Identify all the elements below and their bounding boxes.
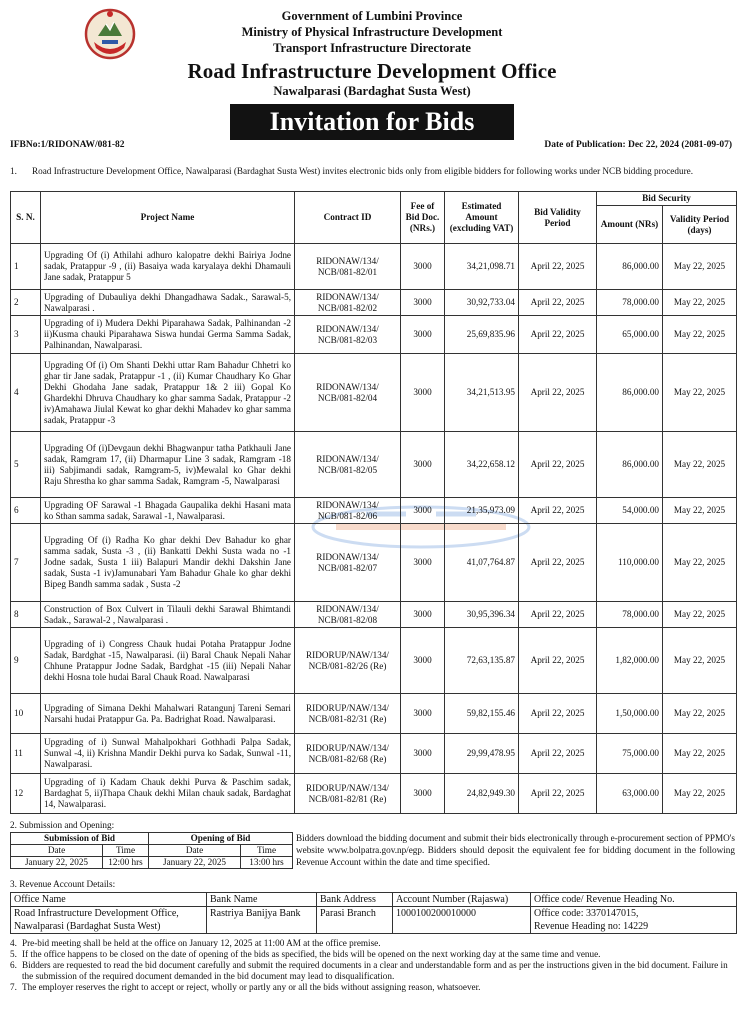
- row-validity: April 22, 2025: [519, 774, 597, 814]
- row-validity: April 22, 2025: [519, 694, 597, 734]
- row-validity: April 22, 2025: [519, 432, 597, 498]
- note-number: 6.: [10, 960, 17, 970]
- office-code-line: Office code: 3370147015,: [534, 908, 639, 919]
- row-validity: April 22, 2025: [519, 244, 597, 290]
- row-amount: 110,000.00: [597, 524, 663, 602]
- row-project: Upgrading OF Sarawal -1 Bhagada Gaupalika dekhi Hasani mata ko Sthan samma sadak, Sarawal -1, Nawalparasi.: [41, 498, 295, 524]
- row-estimate: 59,82,155.46: [445, 694, 519, 734]
- header-amount: Amount (NRs): [597, 206, 663, 244]
- row-sec-validity: May 22, 2025: [663, 432, 737, 498]
- intro-paragraph: [10, 166, 736, 177]
- header-sec-validity: Validity Period (days): [663, 206, 737, 244]
- row-contract: RIDONAW/134/ NCB/081-82/01: [295, 244, 401, 290]
- invitation-banner: Invitation for Bids: [230, 104, 514, 140]
- sub-date-label: Date: [11, 845, 103, 857]
- row-validity: April 22, 2025: [519, 602, 597, 628]
- row-project: Upgrading of i) Sunwal Mahalpokhari Gothhadi Palpa Sadak, Sunwal -4, ii) Krishna Mandir Dekhi purva ko Sadak, Sunwal -11, Nawalparasi.: [41, 734, 295, 774]
- row-fee: 3000: [401, 244, 445, 290]
- revenue-table: [10, 892, 737, 934]
- row-sec-validity: May 22, 2025: [663, 694, 737, 734]
- note-number: 5.: [10, 949, 17, 959]
- list-item: [10, 938, 736, 949]
- row-fee: 3000: [401, 498, 445, 524]
- row-contract: RIDONAW/134/ NCB/081-82/02: [295, 290, 401, 316]
- sub-time-label: Time: [103, 845, 149, 857]
- row-sec-validity: May 22, 2025: [663, 628, 737, 694]
- office-location: Nawalparasi (Bardaghat Susta West): [273, 84, 471, 98]
- rev-bank-address: Parasi Branch: [317, 907, 393, 934]
- row-validity: April 22, 2025: [519, 734, 597, 774]
- row-fee: 3000: [401, 734, 445, 774]
- rev-header-account: Account Number (Rajaswa): [393, 893, 531, 907]
- row-fee: 3000: [401, 774, 445, 814]
- row-fee: 3000: [401, 602, 445, 628]
- publication-date: Date of Publication: Dec 22, 2024 (2081-09-07): [544, 140, 732, 150]
- open-time-label: Time: [241, 845, 293, 857]
- row-sec-validity: May 22, 2025: [663, 734, 737, 774]
- header-contract: Contract ID: [295, 192, 401, 244]
- row-project: Upgrading Of (i) Om Shanti Dekhi uttar Ram Bahadur Chhetri ko ghar tir Jane sadak, Pratappur -1 , (ii) Kumar Chaudhary Ko Ghar Dekhi Ghodaha Jane sadak, Pratappur 1& 2 iii) Gopal Ko Ghardekhi Dhruva Chaudhary ko ghar samma Sadak, Pratappur -2 iv)Amahawa Jiulal Kewat ko ghar dekhi Mahadev ko ghar samma sadak, Pratappur -3: [41, 354, 295, 432]
- row-amount: 86,000.00: [597, 244, 663, 290]
- government-line: Government of Lumbini Province: [281, 9, 463, 23]
- row-fee: 3000: [401, 316, 445, 354]
- row-contract: RIDORUP/NAW/134/ NCB/081-82/68 (Re): [295, 734, 401, 774]
- row-amount: 65,000.00: [597, 316, 663, 354]
- row-sn: 12: [11, 774, 41, 814]
- table-row: [11, 432, 737, 498]
- row-sn: 8: [11, 602, 41, 628]
- note-text: The employer reserves the right to accept or reject, wholly or partly any or all the bids without assigning reason, whatsoever.: [22, 982, 481, 992]
- row-fee: 3000: [401, 628, 445, 694]
- row-fee: 3000: [401, 290, 445, 316]
- sub-time-value: 12:00 hrs: [103, 857, 149, 869]
- row-sec-validity: May 22, 2025: [663, 316, 737, 354]
- row-contract: RIDORUP/NAW/134/ NCB/081-82/31 (Re): [295, 694, 401, 734]
- row-sn: 2: [11, 290, 41, 316]
- sub-date-value: January 22, 2025: [11, 857, 103, 869]
- row-contract: RIDONAW/134/ NCB/081-82/05: [295, 432, 401, 498]
- revenue-heading-line: Revenue Heading no: 14229: [534, 921, 649, 932]
- row-estimate: 30,95,396.34: [445, 602, 519, 628]
- header-fee: Fee of Bid Doc. (NRs.): [401, 192, 445, 244]
- row-project: Upgrading of i) Congress Chauk hudai Potaha Pratappur Jodne Sadak, Bardghat -15, Nawalparasi. (ii) Baral Chauk Nepali Nahar Chhune Pratappur Jodne Sadak, Bardghat -15 (iii) Nepali Nahar dekhi Hosna tole hudai Baral Chauk Road. Nawalparasi: [41, 628, 295, 694]
- row-amount: 86,000.00: [597, 432, 663, 498]
- row-estimate: 25,69,835.96: [445, 316, 519, 354]
- row-validity: April 22, 2025: [519, 316, 597, 354]
- rev-header-address: Bank Address: [317, 893, 393, 907]
- row-sn: 1: [11, 244, 41, 290]
- header-estimate: Estimated Amount (excluding VAT): [445, 192, 519, 244]
- open-time-value: 13:00 hrs: [241, 857, 293, 869]
- intro-number: 1.: [10, 166, 17, 176]
- row-estimate: 34,21,098.71: [445, 244, 519, 290]
- table-row: [11, 694, 737, 734]
- intro-text: Road Infrastructure Development Office, Nawalparasi (Bardaghat Susta West) invites electronic bids only from eligible bidders for following works under NCB bidding procedure.: [32, 166, 694, 176]
- table-row: [11, 734, 737, 774]
- row-amount: 78,000.00: [597, 602, 663, 628]
- row-sn: 6: [11, 498, 41, 524]
- row-project: Upgrading of i) Mudera Dekhi Piparahawa Sadak, Palhinandan -2 ii)Kusma chauki Piparahawa Siswa hundai Germa Samma Sadak, Palhinandan, Nawalparasi.: [41, 316, 295, 354]
- row-sn: 5: [11, 432, 41, 498]
- header-sn: S. N.: [11, 192, 41, 244]
- row-project: Upgrading Of (i) Athilahi adhuro kalopatre dekhi Bairiya Jodne sadak, Pratappur -9 , (ii) Basaiya wada karyalaya dekhi Dhamauli Jane sadak, Pratappur 5: [41, 244, 295, 290]
- rev-header-code: Office code/ Revenue Heading No.: [531, 893, 737, 907]
- row-project: Upgrading of Simana Dekhi Mahalwari Ratangunj Tareni Semari Narsahi hudai Pratappur Ga. Pa. Badrighat Road. Nawalparasi.: [41, 694, 295, 734]
- row-sec-validity: May 22, 2025: [663, 498, 737, 524]
- note-number: 4.: [10, 938, 17, 948]
- submission-note: Bidders download the bidding document and submit their bids electronically through e-procurement section of PPMO's website www.bolpatra.gov.np/egp. Bidders should deposit the equivalent fee for bidding document in the following Revenue Account within the date and time specified.: [296, 833, 735, 867]
- row-contract: RIDONAW/134/ NCB/081-82/07: [295, 524, 401, 602]
- row-sec-validity: May 22, 2025: [663, 354, 737, 432]
- note-text: If the office happens to be closed on the date of opening of the bids as specified, the bids will be opened on the next working day at the same time and venue.: [22, 949, 601, 959]
- row-project: Construction of Box Culvert in Tilauli dekhi Sarawal Bhimtandi Sadak., Sarawal-2 , Nawalparasi .: [41, 602, 295, 628]
- table-row: [11, 290, 737, 316]
- row-contract: RIDONAW/134/ NCB/081-82/03: [295, 316, 401, 354]
- table-row: [11, 354, 737, 432]
- row-amount: 78,000.00: [597, 290, 663, 316]
- row-validity: April 22, 2025: [519, 524, 597, 602]
- bids-table: [10, 191, 737, 814]
- table-row: [11, 774, 737, 814]
- row-sn: 11: [11, 734, 41, 774]
- row-sec-validity: May 22, 2025: [663, 602, 737, 628]
- table-row: [11, 602, 737, 628]
- row-project: Upgrading of i) Kadam Chauk dekhi Purva & Paschim sadak, Bardaghat 5, ii)Thapa Chauk dekhi Milan chauk sadak, Bardaghat 14, Nawalparasi.: [41, 774, 295, 814]
- rev-bank-name: Rastriya Banijya Bank: [207, 907, 317, 934]
- row-sec-validity: May 22, 2025: [663, 774, 737, 814]
- header-security: Bid Security: [597, 192, 737, 206]
- row-project: Upgrading of Dubauliya dekhi Dhangadhawa Sadak., Sarawal-5, Nawalparasi .: [41, 290, 295, 316]
- row-project: Upgrading Of (i) Radha Ko ghar dekhi Dev Bahadur ko ghar samma sadak, Susta -3 , (ii) Bankatti Dekhi Susta wada no -1 Jodne sadak, Susta 1 iii) Balapuri Mandir dekhi Dakshin Jane sadak, Susta -1 iv)Jamunabari Yam Bahadur Ghale ko ghar dekhi Bipeg Bandh samma sadak , Susta -2: [41, 524, 295, 602]
- submission-heading: 2. Submission and Opening:: [10, 820, 115, 830]
- row-amount: 86,000.00: [597, 354, 663, 432]
- row-contract: RIDORUP/NAW/134/ NCB/081-82/26 (Re): [295, 628, 401, 694]
- note-text: Bidders are requested to read the bid document carefully and submit the required documents in a clear and understandable form and as per the instructions given in the bid document. Failure in the submission of the required document demanded in the bid document may lead to disqualification.: [22, 960, 728, 981]
- row-fee: 3000: [401, 524, 445, 602]
- row-sn: 10: [11, 694, 41, 734]
- row-sec-validity: May 22, 2025: [663, 244, 737, 290]
- row-project: Upgrading Of (i)Devgaun dekhi Bhagwanpur tatha Patkhauli Jane sadak, Ramgram 17, (ii) Dharmapur Line 3 sadak, Ramgram -18 iii) Sabjimandi sadak, Ramgram-5, iv)Mewalal ko Ghar dekhi Raju Shrestha ko ghar samma Sadak, Ramgram -5, Nawalparasi: [41, 432, 295, 498]
- header-project: Project Name: [41, 192, 295, 244]
- row-estimate: 34,22,658.12: [445, 432, 519, 498]
- list-item: [10, 960, 736, 982]
- row-validity: April 22, 2025: [519, 498, 597, 524]
- row-contract: RIDONAW/134/ NCB/081-82/04: [295, 354, 401, 432]
- revenue-heading: 3. Revenue Account Details:: [10, 879, 116, 889]
- office-title: Road Infrastructure Development Office: [187, 59, 557, 83]
- row-sec-validity: May 22, 2025: [663, 290, 737, 316]
- note-text: Pre-bid meeting shall be held at the office on January 12, 2025 at 11:00 AM at the office premise.: [22, 938, 381, 948]
- row-sn: 3: [11, 316, 41, 354]
- rev-header-office: Office Name: [11, 893, 207, 907]
- row-contract: RIDONAW/134/ NCB/081-82/08: [295, 602, 401, 628]
- row-estimate: 34,21,513.95: [445, 354, 519, 432]
- row-sn: 7: [11, 524, 41, 602]
- rev-office-code: [531, 907, 737, 934]
- table-row: [11, 628, 737, 694]
- row-estimate: 30,92,733.04: [445, 290, 519, 316]
- row-sec-validity: May 22, 2025: [663, 524, 737, 602]
- row-amount: 63,000.00: [597, 774, 663, 814]
- ifb-number: IFBNo:1/RIDONAW/081-82: [10, 140, 125, 150]
- row-fee: 3000: [401, 432, 445, 498]
- row-validity: April 22, 2025: [519, 354, 597, 432]
- table-row: [11, 524, 737, 602]
- row-amount: 1,82,000.00: [597, 628, 663, 694]
- row-estimate: 24,82,949.30: [445, 774, 519, 814]
- open-date-value: January 22, 2025: [149, 857, 241, 869]
- row-amount: 75,000.00: [597, 734, 663, 774]
- row-estimate: 21,35,973.09: [445, 498, 519, 524]
- rev-header-bank: Bank Name: [207, 893, 317, 907]
- row-fee: 3000: [401, 694, 445, 734]
- row-validity: April 22, 2025: [519, 628, 597, 694]
- submission-table: [10, 832, 293, 869]
- row-sn: 9: [11, 628, 41, 694]
- opening-of-bid-label: Opening of Bid: [149, 833, 293, 845]
- header-validity: Bid Validity Period: [519, 192, 597, 244]
- rev-office-name: Road Infrastructure Development Office, Nawalparasi (Bardaghat Susta West): [11, 907, 207, 934]
- open-date-label: Date: [149, 845, 241, 857]
- row-estimate: 72,63,135.87: [445, 628, 519, 694]
- row-contract: RIDORUP/NAW/134/ NCB/081-82/81 (Re): [295, 774, 401, 814]
- table-row: [11, 244, 737, 290]
- row-amount: 54,000.00: [597, 498, 663, 524]
- row-estimate: 41,07,764.87: [445, 524, 519, 602]
- rev-account-number: 1000100200010000: [393, 907, 531, 934]
- directorate-line: Transport Infrastructure Directorate: [273, 41, 471, 55]
- table-row: [11, 316, 737, 354]
- list-item: [10, 982, 736, 993]
- notes-list: [10, 938, 736, 993]
- list-item: [10, 949, 736, 960]
- submission-of-bid-label: Submission of Bid: [11, 833, 149, 845]
- row-contract: RIDONAW/134/ NCB/081-82/06: [295, 498, 401, 524]
- row-sn: 4: [11, 354, 41, 432]
- note-number: 7.: [10, 982, 17, 992]
- row-estimate: 29,99,478.95: [445, 734, 519, 774]
- row-validity: April 22, 2025: [519, 290, 597, 316]
- ministry-line: Ministry of Physical Infrastructure Development: [241, 25, 503, 39]
- row-amount: 1,50,000.00: [597, 694, 663, 734]
- row-fee: 3000: [401, 354, 445, 432]
- table-row: [11, 498, 737, 524]
